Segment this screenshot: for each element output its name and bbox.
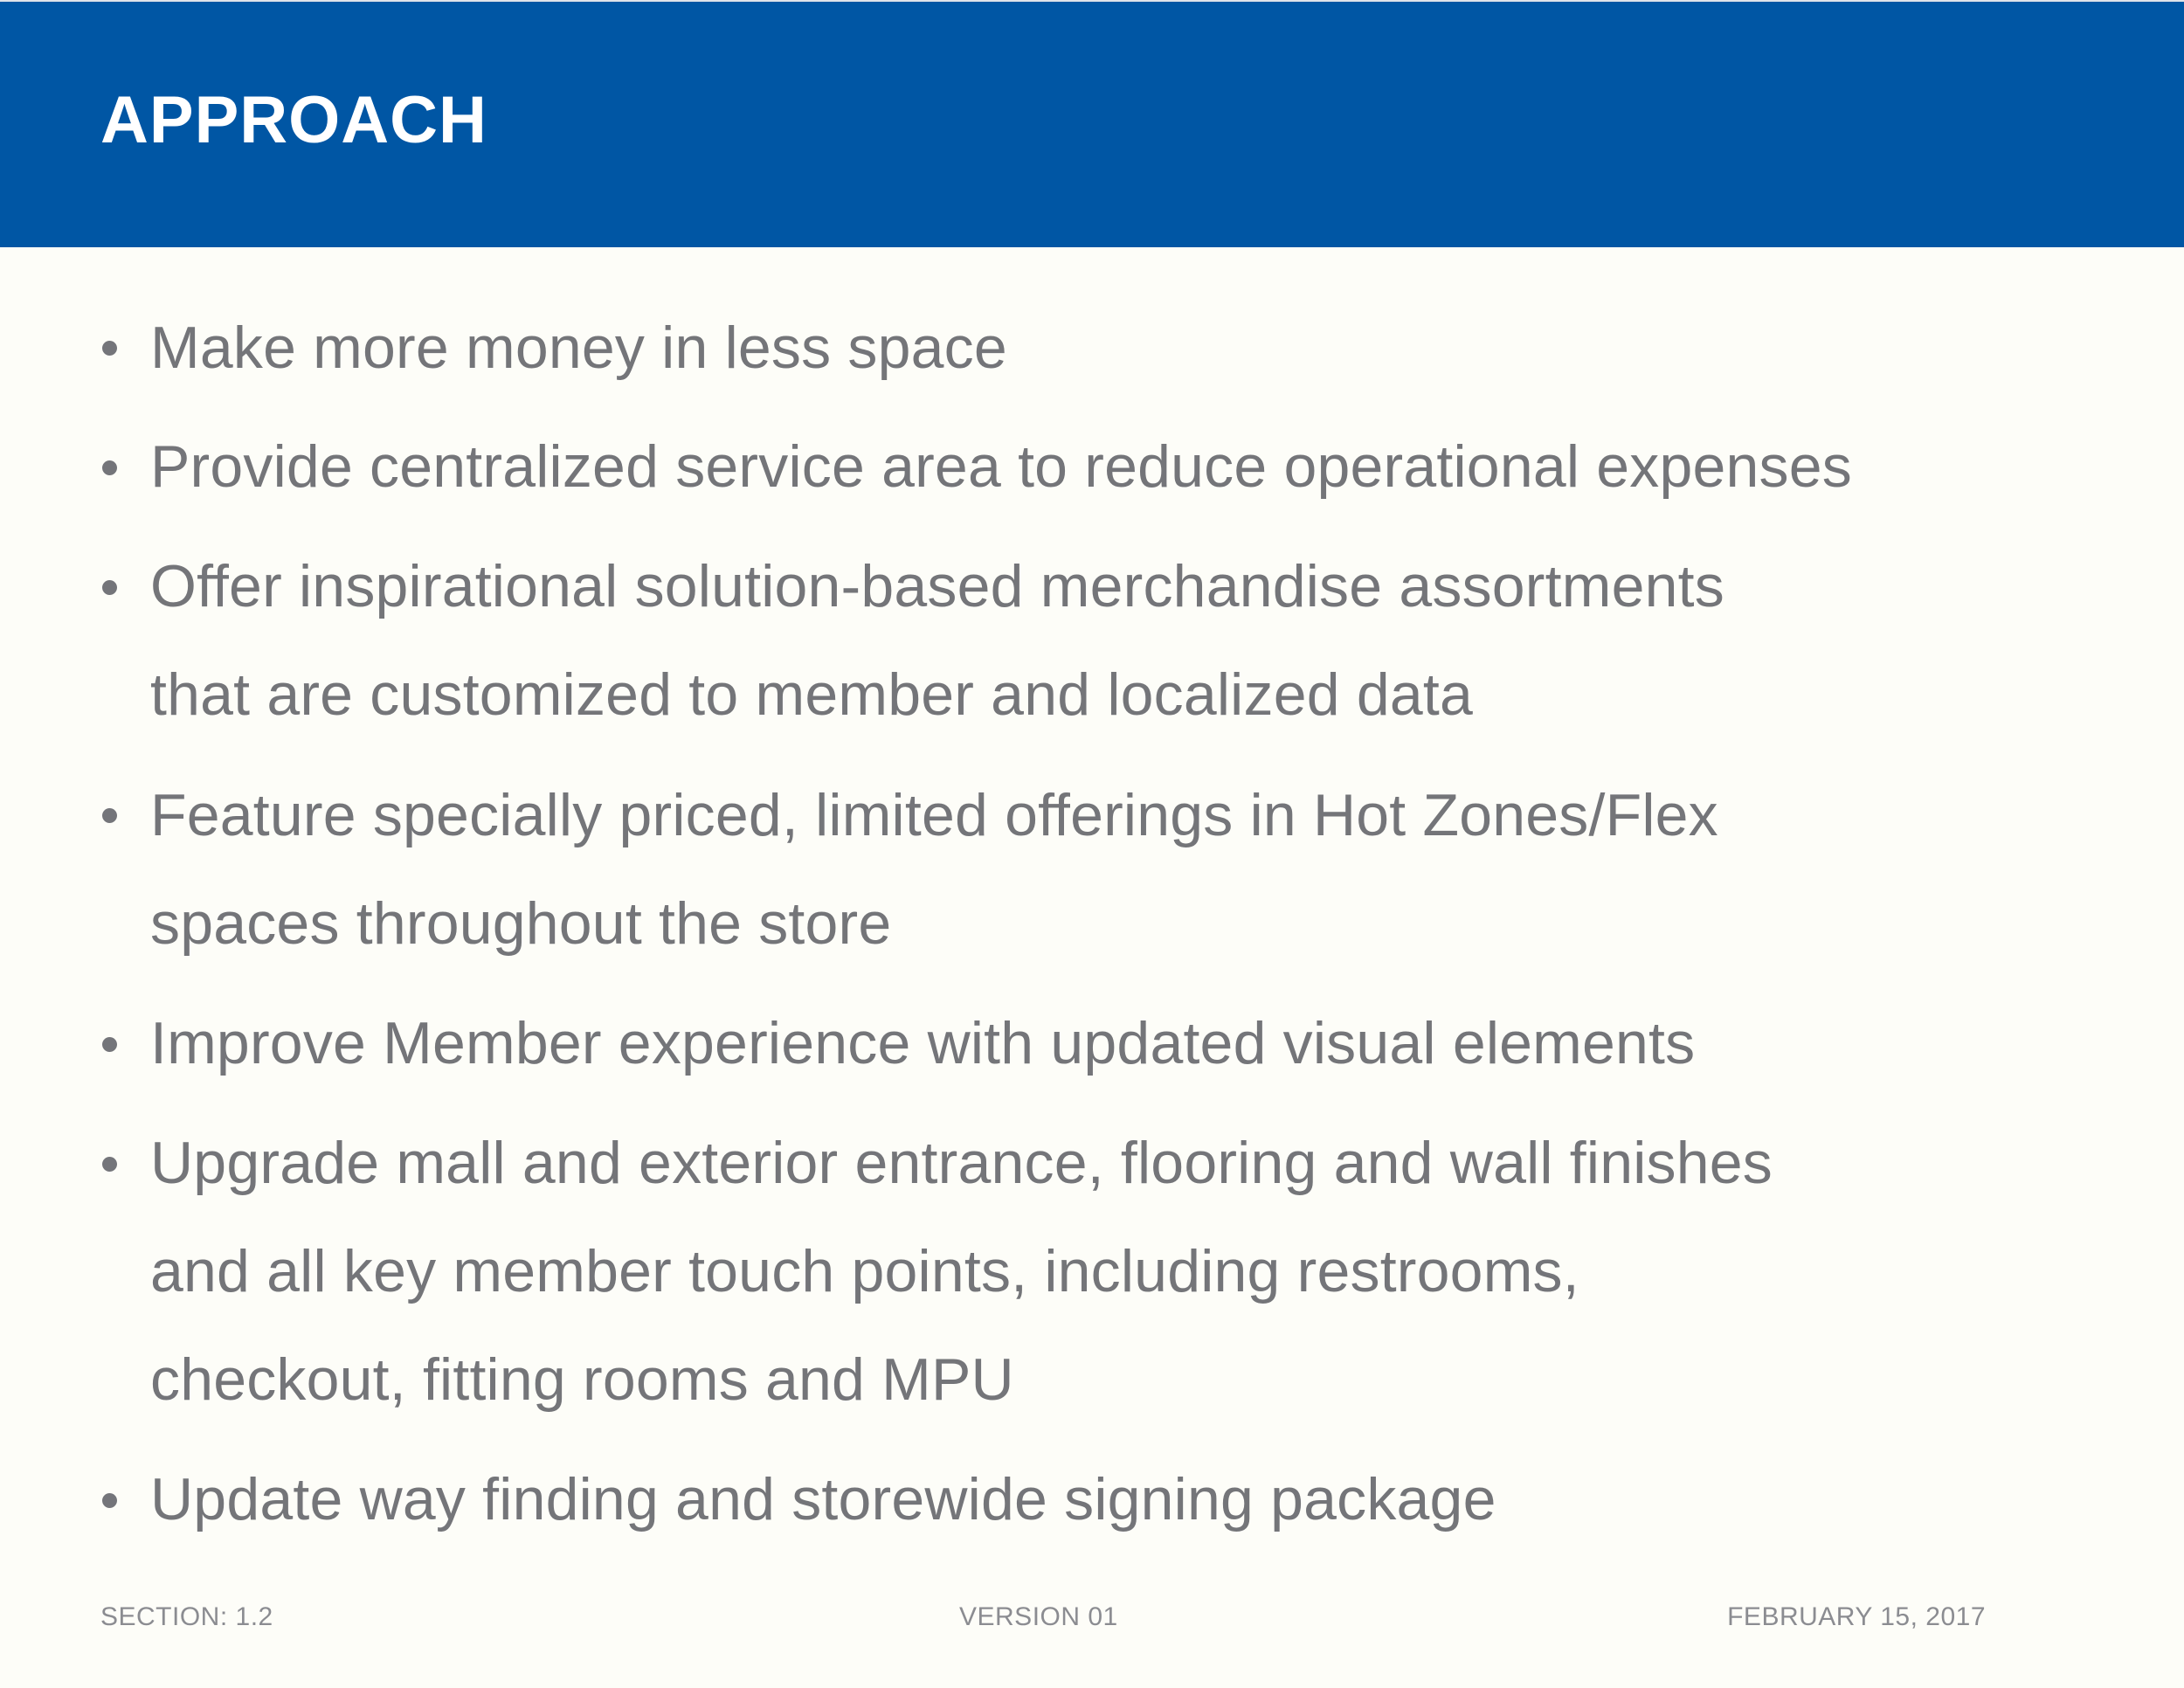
bullet-text-line: Make more money in less space [150,315,1007,381]
bullet-text-line: and all key member touch points, including restrooms, [150,1238,1579,1304]
bullet-dot [102,460,117,475]
bullet-dot [102,1037,117,1052]
bullet-text-line: Feature specially priced, limited offerings in Hot Zones/Flex [150,782,1718,848]
bullet-text-line: that are customized to member and localized data [150,661,1473,728]
bullet-dot [102,1157,117,1172]
bullet-dot [102,580,117,595]
bullet-text-line: checkout, fitting rooms and MPU [150,1346,1014,1413]
bullet-text-line: Update way finding and storewide signing package [150,1466,1496,1532]
footer-date: FEBRUARY 15, 2017 [1727,1602,1986,1631]
footer-version: VERSION 01 [959,1602,1118,1631]
bullet-text-line: Improve Member experience with updated visual elements [150,1010,1696,1076]
bullet-text-line: spaces throughout the store [150,890,892,957]
bullet-dot [102,808,117,823]
footer-section: SECTION: 1.2 [100,1602,273,1631]
bullet-text-line: Offer inspirational solution-based merchandise assortments [150,553,1724,619]
bullet-text-line: Upgrade mall and exterior entrance, flooring and wall finishes [150,1130,1773,1196]
bullet-dot [102,341,117,356]
bullet-text-line: Provide centralized service area to reduce operational expenses [150,433,1852,500]
page-title: APPROACH [100,83,487,157]
bullet-dot [102,1493,117,1508]
